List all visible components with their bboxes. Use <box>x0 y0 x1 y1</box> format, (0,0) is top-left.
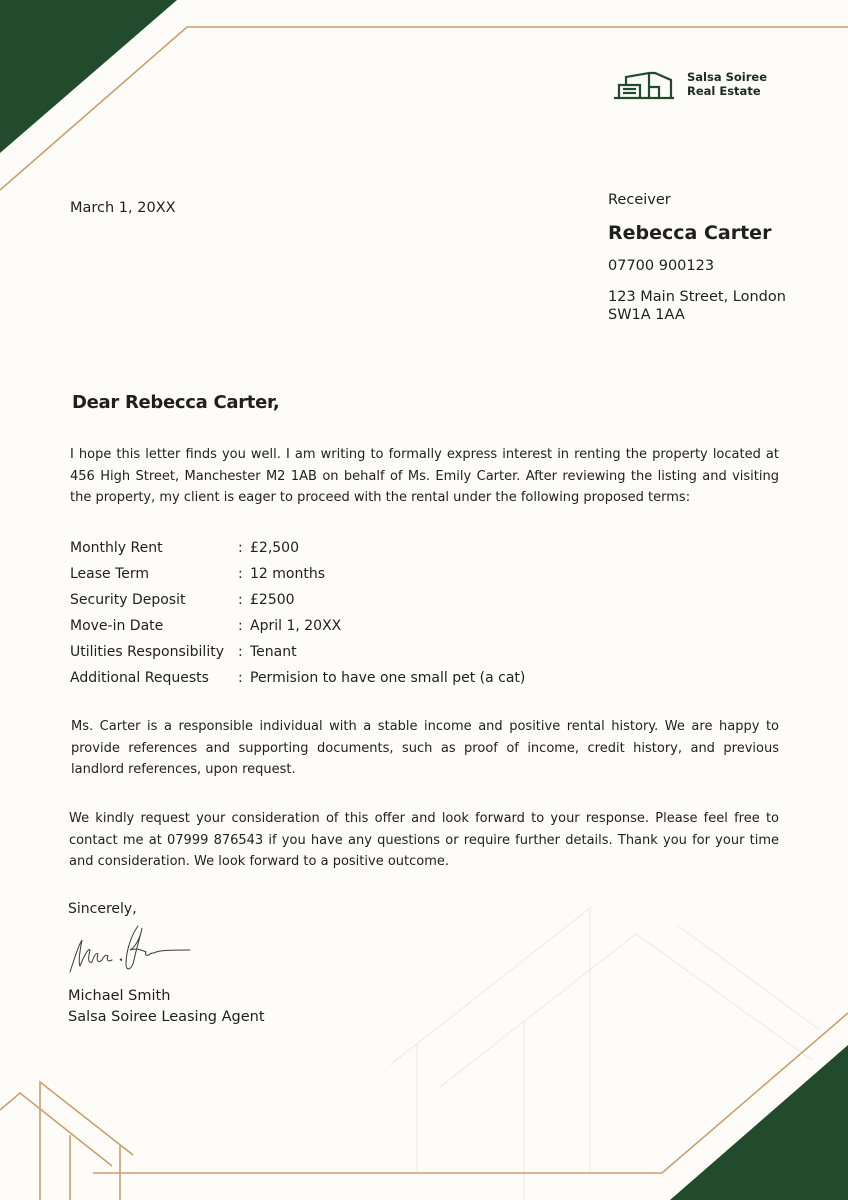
term-row <box>70 615 525 641</box>
body-paragraph: Ms. Carter is a responsible individual with a stable income and positive rental history. We are happy to provide references and supporting documents, such as proof of income, credit history, and previous landlord references, upon request. <box>71 719 779 777</box>
company-name-line2: Real Estate <box>687 84 761 98</box>
term-row <box>70 537 525 563</box>
letter-date: March 1, 20XX <box>70 200 176 216</box>
signer-title: Salsa Soiree Leasing Agent <box>68 1009 265 1025</box>
term-separator: : <box>238 618 243 634</box>
receiver-label: Receiver <box>608 192 671 208</box>
salutation: Dear Rebecca Carter, <box>72 392 280 413</box>
building-icon <box>614 69 676 101</box>
terms-list <box>70 537 525 693</box>
term-value: £2,500 <box>250 540 299 556</box>
term-value: £2500 <box>250 592 295 608</box>
term-label: Lease Term <box>70 566 150 582</box>
receiver-address-line2: SW1A 1AA <box>608 307 685 323</box>
top-gold-line <box>0 27 848 190</box>
term-value: April 1, 20XX <box>250 618 342 634</box>
handwritten-signature <box>66 920 192 976</box>
term-value: Permision to have one small pet (a cat) <box>250 670 526 686</box>
term-value: 12 months <box>250 566 325 582</box>
term-label: Security Deposit <box>70 592 186 608</box>
receiver-address-line1: 123 Main Street, London <box>608 289 786 305</box>
term-separator: : <box>238 644 243 660</box>
intro-paragraph: I hope this letter finds you well. I am writing to formally express interest in renting the property located at 456 High Street, Manchester M2 1AB on behalf of Ms. Emily Carter. After reviewing the listing and visiting the property, my client is eager to proceed with the rental under the following proposed terms: <box>70 447 779 505</box>
receiver-address <box>608 288 808 324</box>
company-name <box>687 70 767 98</box>
sign-off: Sincerely, <box>68 901 137 917</box>
signer-name: Michael Smith <box>68 988 171 1004</box>
term-row <box>70 589 525 615</box>
term-separator: : <box>238 670 243 686</box>
term-label: Monthly Rent <box>70 540 163 556</box>
top-left-green-corner <box>0 0 177 153</box>
company-name-line1: Salsa Soiree <box>687 70 767 84</box>
term-separator: : <box>238 592 243 608</box>
bottom-right-green-corner <box>670 1045 848 1200</box>
term-value: Tenant <box>250 644 297 660</box>
term-row <box>70 667 525 693</box>
term-separator: : <box>238 540 243 556</box>
term-label: Move-in Date <box>70 618 164 634</box>
term-label: Additional Requests <box>70 670 209 686</box>
bottom-left-house-outline <box>0 1082 133 1200</box>
term-separator: : <box>238 566 243 582</box>
closing-paragraph: We kindly request your consideration of this offer and look forward to your response. Please feel free to contact me at 07999 876543 if you have any questions or require further details. Thank you for your time and consideration. We look forward to a positive outcome. <box>69 811 779 869</box>
receiver-name: Rebecca Carter <box>608 222 772 244</box>
term-row <box>70 641 525 667</box>
term-row <box>70 563 525 589</box>
term-label: Utilities Responsibility <box>70 644 224 660</box>
bottom-gold-line <box>93 1013 848 1173</box>
watermark-house <box>390 908 820 1200</box>
receiver-phone: 07700 900123 <box>608 258 715 274</box>
